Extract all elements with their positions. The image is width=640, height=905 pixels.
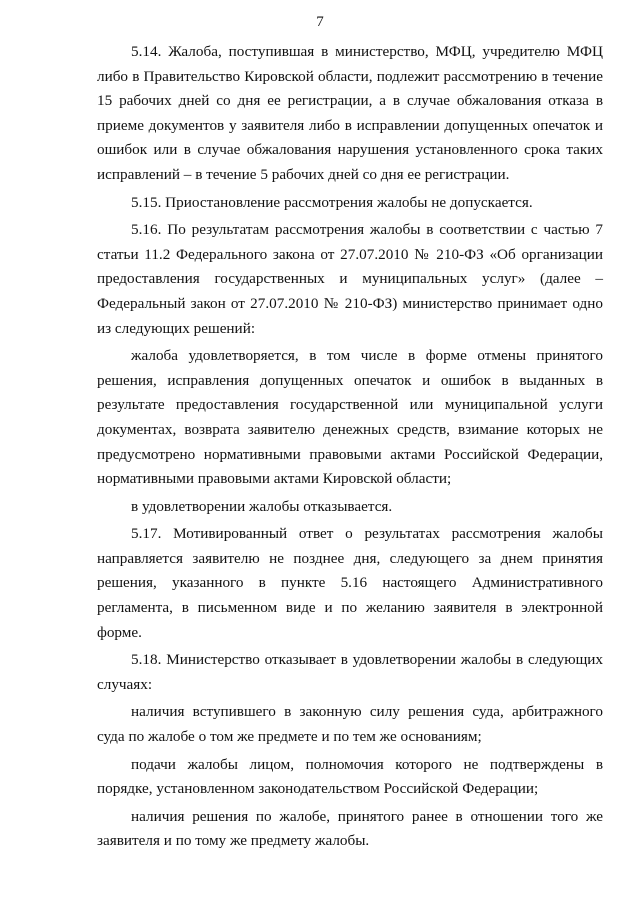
paragraph-5-16: 5.16. По результатам рассмотрения жалобы в соответствии с частью 7 статьи 11.2 Федерального закона от 27.07.2010 № 210-ФЗ «Об организации предоставления государственных и муниципальных услуг» (далее – Федеральный закон от 27.07.2010 № 210-ФЗ) министерство принимает одно из следующих решений:	[97, 221, 603, 337]
paragraph-5-18: 5.18. Министерство отказывает в удовлетворении жалобы в следующих случаях:	[97, 651, 603, 693]
paragraph-5-17: 5.17. Мотивированный ответ о результатах рассмотрения жалобы направляется заявителю не позднее дня, следующего за днем принятия решения, указанного в пункте 5.16 настоящего Административного регламента, в письменном виде и по желанию заявителя в электронной форме.	[97, 525, 603, 641]
paragraph-5-14: 5.14. Жалоба, поступившая в министерство, МФЦ, учредителю МФЦ либо в Правительство Кировской области, подлежит рассмотрению в течение 15 рабочих дней со дня ее регистрации, а в случае обжалования отказа в приеме документов у заявителя либо в исправлении допущенных опечаток и ошибок или в случае обжалования нарушения установленного срока таких исправлений – в течение 5 рабочих дней со дня ее регистрации.	[97, 43, 603, 183]
decision-option-satisfied: жалоба удовлетворяется, в том числе в форме отмены принятого решения, исправления допущенных опечаток и ошибок в выданных в результате предоставления государственной или муниципальной услуги документах, возврата заявителю денежных средств, взимание которых не предусмотрено нормативными правовыми актами Российской Федерации, нормативными правовыми актами Кировской области;	[97, 347, 603, 488]
decision-option-refused: в удовлетворении жалобы отказывается.	[131, 497, 393, 515]
refusal-case-prior-decision: наличия решения по жалобе, принятого ранее в отношении того же заявителя и по тому же предмету жалобы.	[97, 807, 603, 850]
document-body	[97, 40, 603, 857]
refusal-case-court-decision: наличия вступившего в законную силу решения суда, арбитражного суда по жалобе о том же предмете и по тем же основаниям;	[97, 703, 603, 746]
refusal-case-unauthorized-person: подачи жалобы лицом, полномочия которого не подтверждены в порядке, установленном законодательством Российской Федерации;	[97, 755, 603, 798]
page-number: 7	[316, 14, 324, 30]
paragraph-5-15: 5.15. Приостановление рассмотрения жалобы не допускается.	[131, 193, 533, 211]
